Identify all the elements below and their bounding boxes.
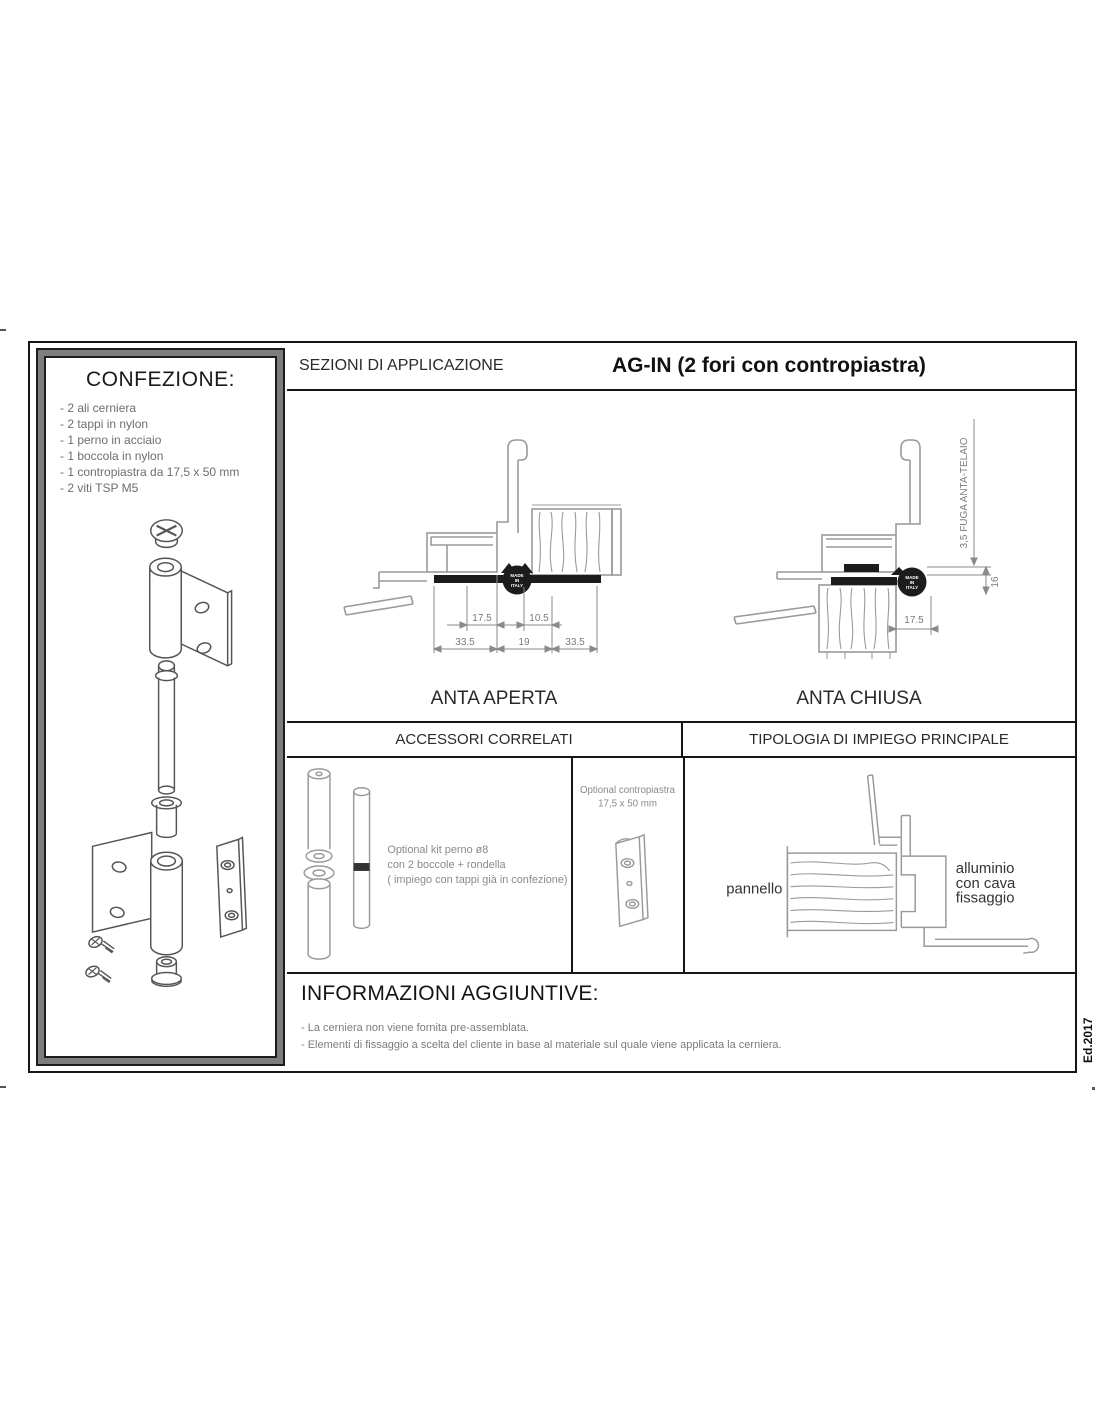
confezione-item: - 2 viti TSP M5 — [60, 481, 139, 495]
made-in-italy-badge-line3: ITALY — [510, 583, 524, 588]
exploded-hinge-drawing — [54, 506, 277, 1011]
confezione-panel — [36, 348, 285, 1066]
confezione-item: - 2 tappi in nylon — [60, 417, 149, 431]
edition-label: Ed.2017 — [1081, 1017, 1095, 1063]
sub-content-row — [287, 758, 1075, 974]
dim-10-5-aperta: 10.5 — [529, 613, 549, 624]
accessori-kit-drawing — [287, 758, 571, 972]
optional-plate-cell — [571, 758, 683, 972]
made-in-italy-badge-line2: IN — [909, 580, 915, 585]
anta-aperta-label: ANTA APERTA — [430, 688, 558, 709]
confezione-list — [54, 400, 267, 496]
optional-plate-label-line1: Optional contropiastra — [579, 784, 676, 796]
accessori-title: ACCESSORI CORRELATI — [287, 723, 683, 756]
dim-33-5-left: 33.5 — [455, 637, 475, 648]
info-bullet: - Elementi di fissaggio a scelta del cliente in base al materiale sul quale viene applicata la cerniera. — [301, 1039, 782, 1051]
fuga-anta-telaio-label: 3,5 FUGA ANTA-TELAIO — [959, 437, 970, 549]
kit-note-line3: ( impiego con tappi già in confezione) — [387, 873, 568, 886]
crop-mark-bottom-right — [1092, 1087, 1095, 1090]
confezione-item: - 2 ali cerniera — [60, 401, 137, 415]
pannello-label: pannello — [726, 881, 783, 898]
sezioni-title: SEZIONI DI APPLICAZIONE — [299, 357, 504, 374]
right-region — [287, 343, 1075, 1071]
accessori-cell — [287, 758, 571, 972]
dim-16: 16 — [990, 576, 1001, 588]
confezione-title: CONFEZIONE: — [85, 368, 235, 391]
info-title: INFORMAZIONI AGGIUNTIVE: — [301, 982, 599, 1005]
sections-drawing — [287, 391, 1077, 723]
sub-headers-row — [287, 723, 1075, 758]
kit-note-line1: Optional kit perno ø8 — [387, 844, 489, 857]
dim-17-5-chiusa: 17.5 — [904, 615, 924, 626]
anta-chiusa-drawing — [734, 419, 1001, 709]
info-bullets — [301, 1020, 1061, 1054]
model-title: AG-IN (2 fori con contropiastra) — [612, 354, 926, 377]
alluminio-label-line3: fissaggio — [955, 890, 1015, 907]
tipologia-drawing — [685, 758, 1079, 972]
info-bullet: - La cerniera non viene fornita pre-assemblata. — [301, 1022, 530, 1034]
made-in-italy-badge-line2: IN — [514, 578, 520, 583]
dim-17-5-aperta: 17.5 — [472, 613, 492, 624]
confezione-item: - 1 boccola in nylon — [60, 449, 164, 463]
alluminio-label-line2: con cava — [955, 875, 1016, 892]
anta-aperta-drawing — [344, 440, 621, 709]
info-section — [287, 974, 1075, 1071]
crop-mark-top-left — [0, 329, 6, 331]
dim-33-5-right: 33.5 — [565, 637, 585, 648]
tipologia-cell — [683, 758, 1079, 972]
sections-drawing-row — [287, 391, 1075, 723]
kit-note-line2: con 2 boccole + rondella — [387, 858, 506, 871]
sheet-frame — [28, 341, 1077, 1073]
confezione-item: - 1 contropiastra da 17,5 x 50 mm — [60, 465, 240, 479]
crop-mark-bottom-left — [0, 1086, 6, 1088]
sezioni-header-row — [287, 343, 1075, 391]
made-in-italy-badge-line3: ITALY — [905, 585, 919, 590]
optional-plate-label-line2: 17,5 x 50 mm — [598, 798, 657, 810]
made-in-italy-badge-line1: MADE — [510, 573, 524, 578]
made-in-italy-badge-line1: MADE — [905, 575, 919, 580]
optional-plate-drawing — [573, 758, 683, 972]
alluminio-label-line1: alluminio — [955, 860, 1015, 877]
confezione-item: - 1 perno in acciaio — [60, 433, 162, 447]
tipologia-title: TIPOLOGIA DI IMPIEGO PRINCIPALE — [749, 731, 1009, 748]
confezione-panel-inner — [44, 356, 277, 1058]
anta-chiusa-label: ANTA CHIUSA — [796, 688, 922, 709]
dim-19: 19 — [518, 637, 530, 648]
